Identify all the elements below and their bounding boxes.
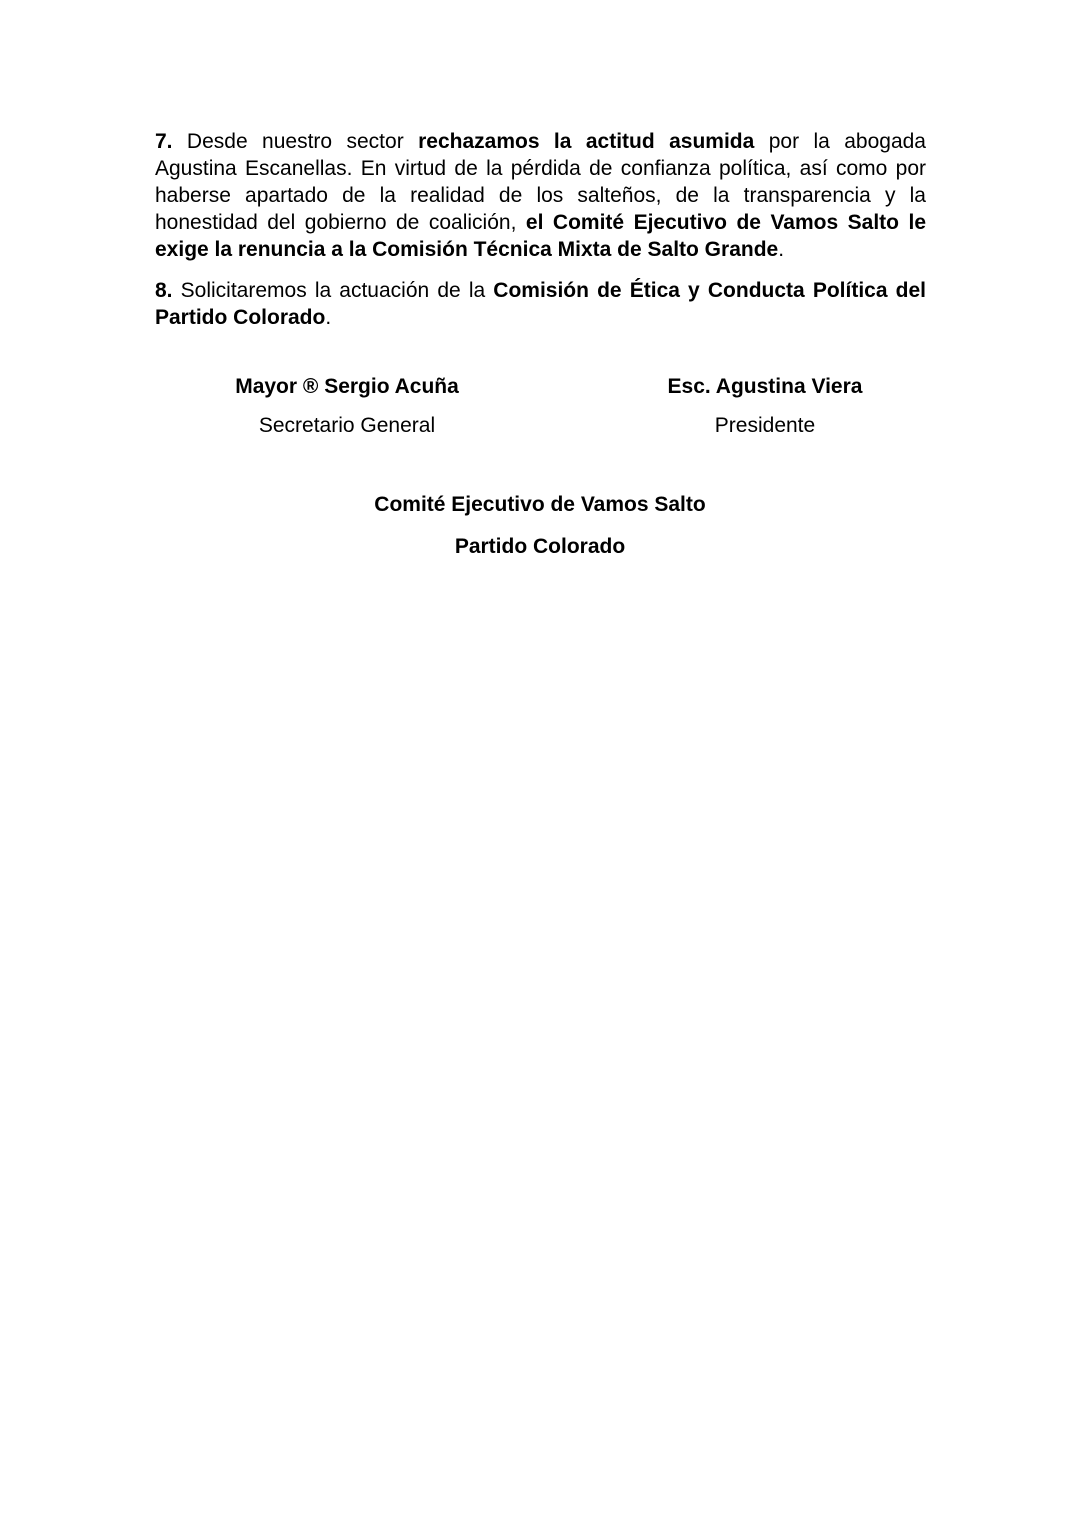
paragraph-8-text-1: Solicitaremos la actuación de la	[172, 279, 494, 302]
paragraph-7-text-1: Desde nuestro sector	[172, 130, 419, 153]
paragraph-7-text-2: por la abogada Agustina Escanellas. En virtud de la pérdida de confianza política, así como por haberse apartado de la realidad de los salteños, de la transparencia y la honestidad del gobierno de coalición,	[155, 130, 926, 234]
signature-secretary-name: Mayor ® Sergio Acuña	[235, 375, 459, 398]
signature-president	[575, 373, 955, 439]
signature-president-role: Presidente	[714, 414, 816, 437]
paragraph-8-text-2: .	[325, 306, 332, 329]
signature-secretary-role: Secretario General	[258, 414, 436, 437]
paragraph-7-number: 7.	[155, 130, 173, 153]
paragraph-7-text-3: .	[778, 238, 785, 261]
paragraph-8-number: 8.	[155, 279, 173, 302]
paragraph-8-bold-1: Comisión de Ética y Conducta Política del Partido Colorado	[155, 279, 926, 329]
signature-president-name: Esc. Agustina Viera	[667, 375, 863, 398]
paragraph-7	[155, 128, 926, 263]
paragraph-8	[155, 277, 926, 331]
committee-name: Comité Ejecutivo de Vamos Salto	[374, 493, 706, 516]
paragraph-7-bold-1: rechazamos la actitud asumida	[418, 130, 755, 153]
closing-block	[0, 491, 1080, 560]
party-name: Partido Colorado	[454, 535, 626, 558]
paragraph-7-bold-2: el Comité Ejecutivo de Vamos Salto le exige la renuncia a la Comisión Técnica Mixta de Salto Grande	[155, 211, 927, 261]
signature-secretary	[157, 373, 537, 439]
